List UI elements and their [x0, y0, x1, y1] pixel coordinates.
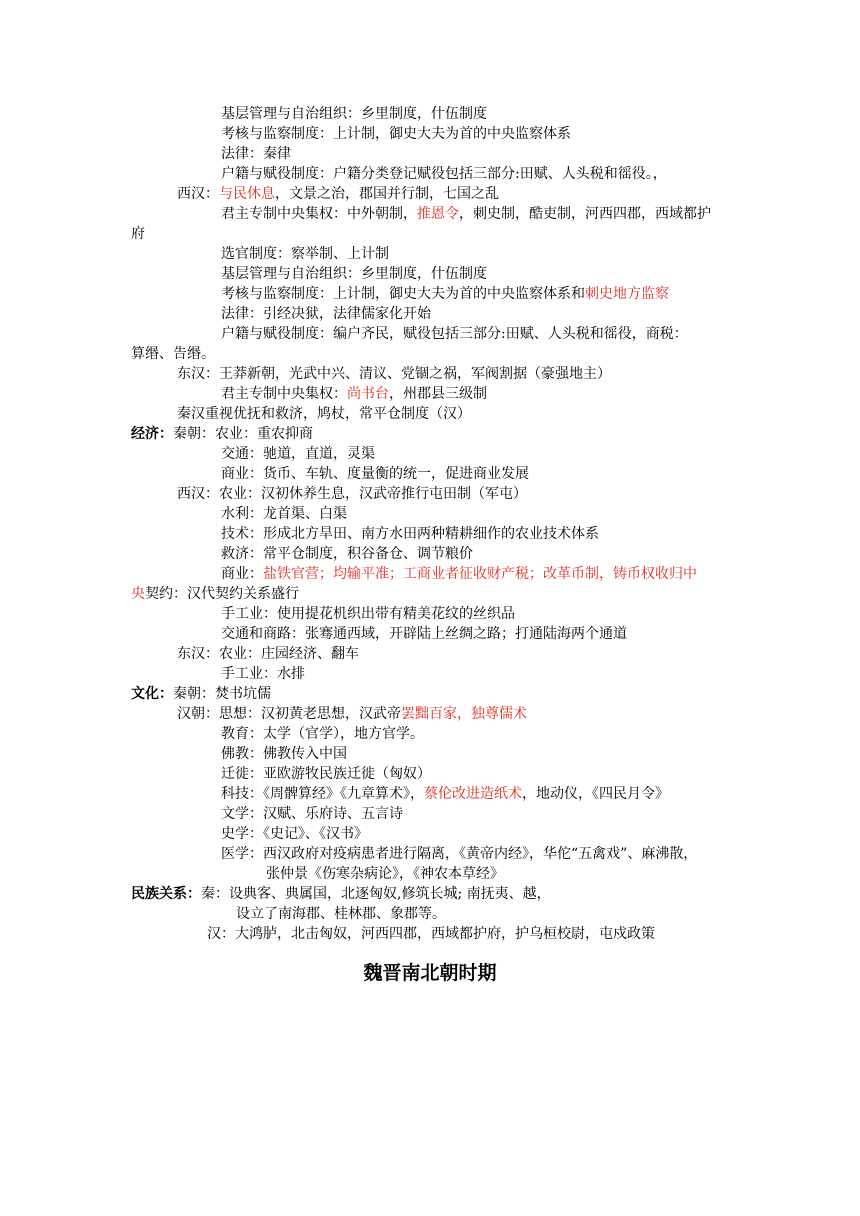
- section-label-ethnic-relations: 民族关系：: [131, 886, 201, 902]
- text-line: 商业：货币、车轨、度量衡的统一，促进商业发展: [221, 466, 529, 482]
- text-line: 商业：盐铁官营；均输平准；工商业者征收财产税；改革币制，铸币权收归中: [221, 566, 697, 582]
- text-line: 救济：常平仓制度，积谷备仓、调节粮价: [221, 546, 473, 562]
- text-line: 西汉：农业：汉初休养生息，汉武帝推行屯田制（军屯）: [177, 486, 527, 502]
- text-line: 交通：驰道，直道，灵渠: [221, 446, 375, 462]
- text-line: 户籍与赋役制度：户籍分类登记赋役包括三部分:田赋、人头税和徭役。，: [221, 166, 667, 182]
- text-line: 法律：秦律: [221, 146, 291, 162]
- text-line: 医学：西汉政府对疫病患者进行隔离，《黄帝内经》，华佗“五禽戏”、麻沸散，: [221, 846, 698, 862]
- text-line: 君主专制中央集权：中外朝制，推恩令，刺史制，酷吏制，河西四郡，西域都护: [221, 206, 711, 222]
- text-line: 技术：形成北方旱田、南方水田两种精耕细作的农业技术体系: [221, 526, 599, 542]
- highlight-text: 蔡伦改进造纸术: [424, 786, 522, 802]
- text-line: 民族关系：秦：设典客、典属国，北逐匈奴,修筑长城; 南抚夷、越，: [131, 886, 551, 902]
- text-line: 秦汉重视优抚和救济，鸠杖，常平仓制度（汉）: [177, 406, 471, 422]
- highlight-text: 罢黜百家，独尊儒术: [401, 706, 527, 722]
- text-line: 西汉：与民休息，文景之治，郡国并行制，七国之乱: [177, 186, 499, 202]
- text-line: 教育：太学（官学），地方官学。: [221, 726, 424, 742]
- text-line: 法律：引经决狱，法律儒家化开始: [221, 306, 431, 322]
- text-line: 东汉：农业：庄园经济、翻车: [177, 646, 359, 662]
- text-line: 央契约：汉代契约关系盛行: [131, 586, 299, 602]
- text-line: 文化：秦朝：焚书坑儒: [131, 686, 271, 702]
- text-line: 佛教：佛教传入中国: [221, 746, 347, 762]
- text-line: 府: [131, 226, 145, 242]
- text-line: 基层管理与自治组织：乡里制度，什伍制度: [221, 106, 487, 122]
- text-line: 经济：秦朝：农业：重农抑商: [131, 426, 313, 442]
- text-line: 基层管理与自治组织：乡里制度，什伍制度: [221, 266, 487, 282]
- text-line: 交通和商路：张骞通西域，开辟陆上丝绸之路；打通陆海两个通道: [221, 626, 627, 642]
- text-line: 水利：龙首渠、白渠: [221, 506, 347, 522]
- text-line: 张仲景《伤寒杂病论》，《神农本草经》: [266, 866, 504, 882]
- highlight-text: 与民休息: [219, 186, 275, 202]
- highlight-text: 推恩令: [417, 206, 459, 222]
- highlight-text: 尚书台: [347, 386, 389, 402]
- text-line: 君主专制中央集权：尚书台，州郡县三级制: [221, 386, 487, 402]
- section-title: 魏晋南北朝时期: [363, 962, 497, 984]
- text-line: 手工业：使用提花机织出带有精美花纹的丝织品: [221, 606, 515, 622]
- section-label-culture: 文化：: [131, 686, 173, 702]
- text-line: 史学：《史记》、《汉书》: [221, 826, 368, 842]
- text-line: 户籍与赋役制度：编户齐民，赋役包括三部分:田赋、人头税和徭役，商税：: [221, 326, 688, 342]
- text-line: 文学：汉赋、乐府诗、五言诗: [221, 806, 403, 822]
- text-line: 汉朝：思想：汉初黄老思想，汉武帝罢黜百家，独尊儒术: [177, 706, 527, 722]
- text-line: 选官制度：察举制、上计制: [221, 246, 389, 262]
- text-line: 科技：《周髀算经》《九章算术》，蔡伦改进造纸术，地动仪，《四民月令》: [221, 786, 669, 802]
- section-label-economy: 经济：: [131, 426, 173, 442]
- text-line: 算缗、告缗。: [131, 346, 215, 362]
- highlight-text: 刺史地方监察: [585, 286, 669, 302]
- text-line: 考核与监察制度：上计制，御史大夫为首的中央监察体系和刺史地方监察: [221, 286, 669, 302]
- text-line: 迁徙：亚欧游牧民族迁徙（匈奴）: [221, 766, 431, 782]
- text-line: 东汉：王莽新朝，光武中兴、清议、党锢之祸，军阀割据（豪强地主）: [177, 366, 611, 382]
- highlight-text: 盐铁官营；均输平准；工商业者征收财产税；改革币制，铸币权收归中: [263, 566, 697, 582]
- highlight-text: 央: [131, 586, 145, 602]
- text-line: 汉：大鸿胪，北击匈奴，河西四郡，西域都护府，护乌桓校尉，屯戍政策: [207, 926, 655, 942]
- text-line: 手工业：水排: [221, 666, 305, 682]
- text-line: 设立了南海郡、桂林郡、象郡等。: [236, 906, 446, 922]
- text-line: 考核与监察制度：上计制，御史大夫为首的中央监察体系: [221, 126, 571, 142]
